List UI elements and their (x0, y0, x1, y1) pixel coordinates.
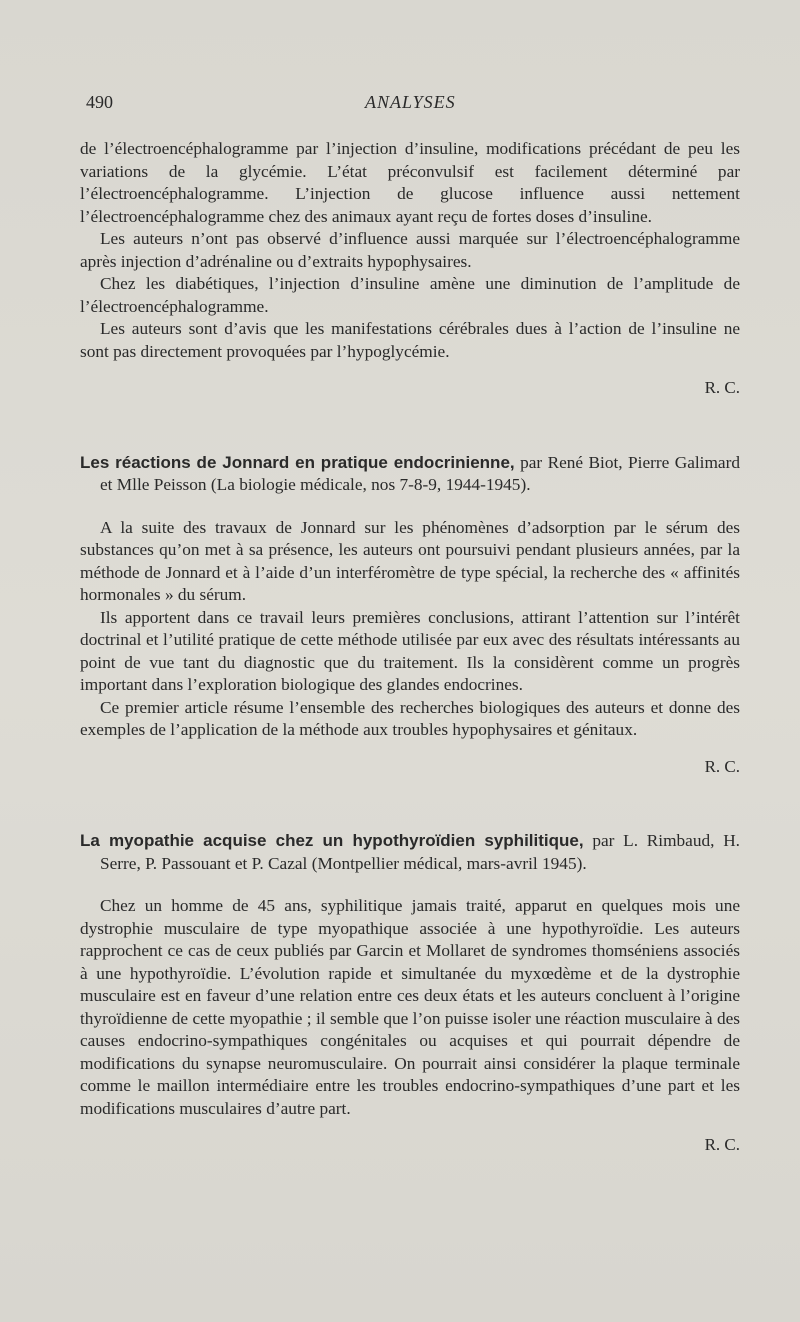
article-heading (80, 830, 740, 875)
article-source: (La biologie médicale, nos 7-8-9, 1944-1945). (210, 475, 531, 494)
article-title: La myopathie acquise chez un hypothyroïdien syphilitique, (80, 831, 584, 850)
page-content (80, 138, 740, 1157)
article-authors: par L. Rimbaud, H. Serre, P. Passouant et P. Cazal (100, 831, 740, 873)
article-source: (Montpellier médical, mars-avril 1945). (311, 853, 587, 873)
article-title: Les réactions de Jonnard en pratique endocrinienne, (80, 452, 515, 472)
article-heading (80, 452, 740, 497)
body-paragraph: Chez les diabétiques, l’injection d’insuline amène une diminution de l’amplitude de l’électroencéphalogramme. (80, 274, 740, 316)
intro-section (80, 138, 740, 400)
signature: R. C. (704, 756, 740, 776)
signature: R. C. (704, 378, 740, 397)
article-jonnard (80, 452, 740, 779)
body-paragraph: de l’électroencéphalogramme par l’injection d’insuline, modifications précédant de peu les variations de la glycémie. L’état préconvulsif est facilement déterminé par l’électroencéphalogramme. L’injection de glucose influence aussi nettement l’électroencéphalogramme chez des animaux ayant reçu de fortes doses d’insuline. (80, 139, 740, 226)
page-header (0, 88, 800, 118)
article-authors: par René Biot, Pierre Galimard et Mlle Peisson (100, 452, 740, 494)
body-paragraph: Ils apportent dans ce travail leurs premières conclusions, attirant l’attention sur l’intérêt doctrinal et l’utilité pratique de cette méthode utilisée par eux avec des résultats intéressants au point de vue tant du diagnostic que du traitement. Ils la considèrent comme un progrès important dans l’exploration biologique des glandes endocrines. (80, 607, 740, 694)
page-number: 490 (86, 92, 113, 112)
body-paragraph: Les auteurs n’ont pas observé d’influence aussi marquée sur l’électroencéphalogramme après injection d’adrénaline ou d’extraits hypophysaires. (80, 229, 740, 271)
body-paragraph: Ce premier article résume l’ensemble des recherches biologiques des auteurs et donne des exemples de l’application de la méthode aux troubles hypophysaires et génitaux. (80, 697, 740, 739)
body-paragraph: Les auteurs sont d’avis que les manifestations cérébrales dues à l’action de l’insuline ne sont pas directement provoquées par l’hypoglycémie. (80, 319, 740, 361)
body-paragraph: Chez un homme de 45 ans, syphilitique jamais traité, apparut en quelques mois une dystrophie musculaire de type myopathique associée à une hypothyroïdie. Les auteurs rapprochent ce cas de ceux publiés par Garcin et Mollaret de syndromes thomséniens associés à une hypothyroïdie. L’évolution rapide et simultanée du myxœdème et de la dystrophie musculaire est en faveur d’une relation entre ces deux états et les auteurs concluent à l’origine thyroïdienne de cette myopathie ; il semble que l’on puisse isoler une réaction musculaire à des causes endocrino-sympathiques congénitales ou acquises et qui pourrait dépendre de modifications du synapse neuromusculaire. On pourrait ainsi considérer la plaque terminale comme le maillon intermédiaire entre les troubles endocrino-sympathiques d’une part et les modifications musculaires d’autre part. (80, 896, 740, 1118)
body-paragraph: A la suite des travaux de Jonnard sur les phénomènes d’adsorption par le sérum des substances qu’on met à sa présence, les auteurs ont poursuivi pendant plusieurs années, par la méthode de Jonnard et à l’aide d’un interféromètre de type spécial, la recherche des « affinités hormonales » du sérum. (80, 517, 740, 604)
signature: R. C. (704, 1135, 740, 1154)
running-title: ANALYSES (365, 92, 456, 112)
article-myopathie (80, 830, 740, 1157)
